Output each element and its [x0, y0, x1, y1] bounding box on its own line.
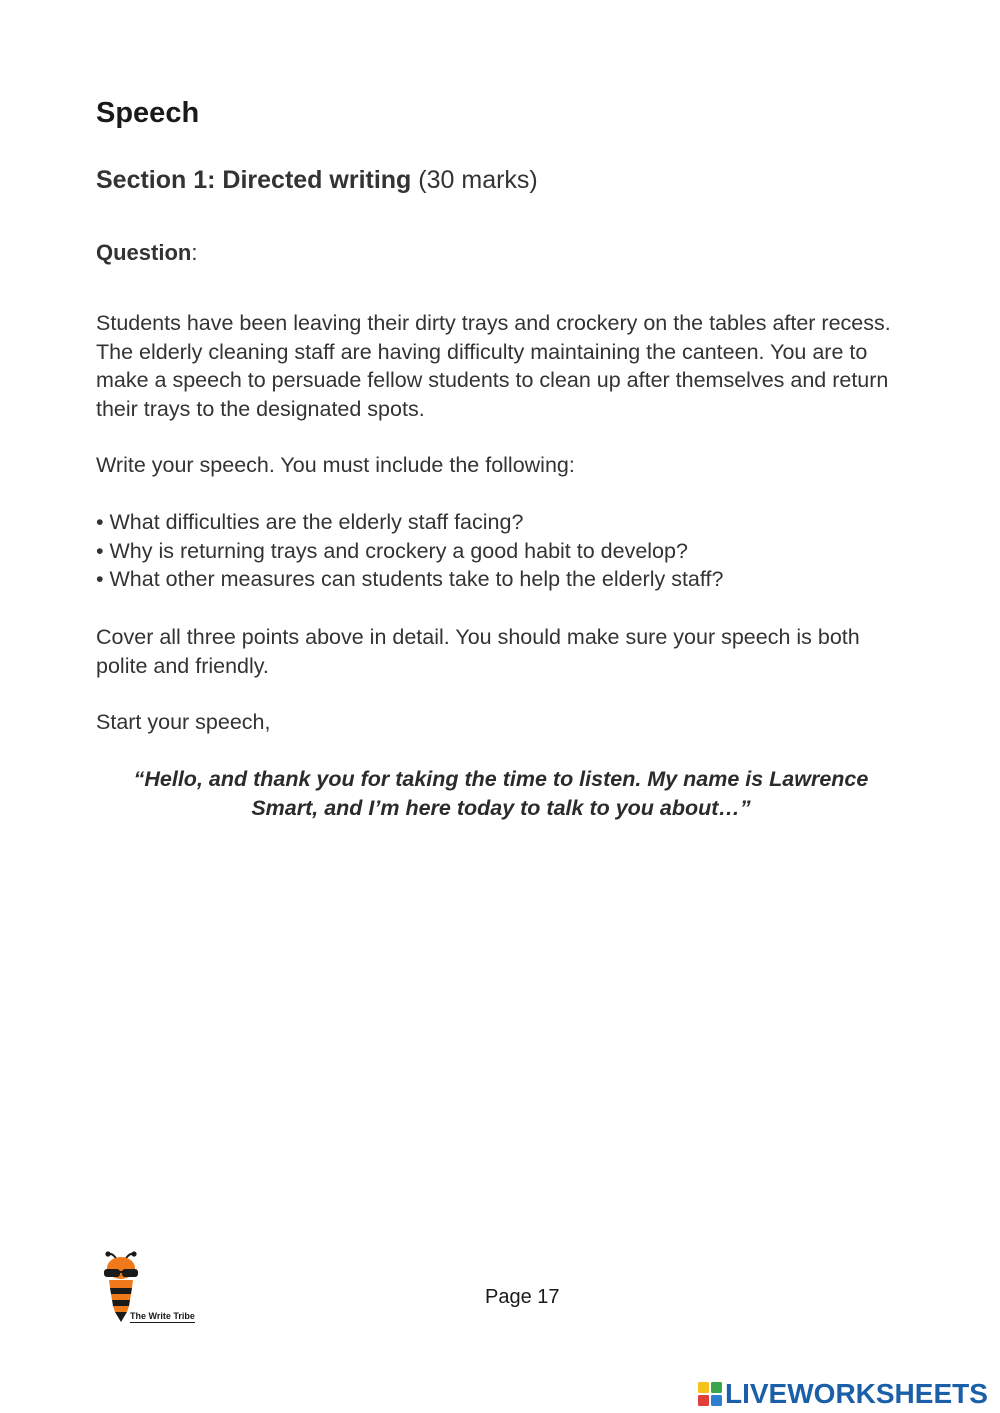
- liveworksheets-blocks-icon: [698, 1382, 722, 1406]
- list-item: • What difficulties are the elderly staff facing?: [96, 510, 524, 534]
- opening-quote: [96, 765, 906, 823]
- page-title: Speech: [96, 97, 200, 129]
- question-label-text: Question: [96, 240, 192, 265]
- prompt-paragraph: Students have been leaving their dirty trays and crockery on the tables after recess. The elderly cleaning staff are having difficulty maintaining the canteen. You are to make a speech to persuade fellow students to clean up after themselves and return their trays to the designated spots.: [96, 311, 891, 421]
- list-item: • Why is returning trays and crockery a good habit to develop?: [96, 538, 688, 563]
- question-label: [96, 240, 197, 266]
- requirements-list: [96, 508, 723, 594]
- liveworksheets-brand-text: LIVEWORKSHEETS: [725, 1378, 988, 1409]
- liveworksheets-watermark[interactable]: [698, 1376, 988, 1412]
- start-instruction: Start your speech,: [96, 710, 271, 734]
- section-heading-text: Section 1: Directed writing: [96, 166, 412, 194]
- list-item: • What other measures can students take to help the elderly staff?: [96, 567, 724, 591]
- section-heading: [96, 166, 538, 195]
- page-number: Page 17: [485, 1286, 560, 1308]
- guidance-paragraph: Cover all three points above in detail. You should make sure your speech is both polite and friendly.: [96, 625, 860, 678]
- section-marks: (30 marks): [418, 166, 538, 194]
- quote-line-1: “Hello, and thank you for taking the time to listen. My name is Lawrence: [133, 767, 869, 791]
- question-colon: :: [191, 240, 198, 265]
- quote-line-2: Smart, and I’m here today to talk to you about…”: [251, 796, 751, 820]
- logo-text: The Write Tribe: [130, 1311, 195, 1321]
- instruction-paragraph: Write your speech. You must include the following:: [96, 453, 575, 477]
